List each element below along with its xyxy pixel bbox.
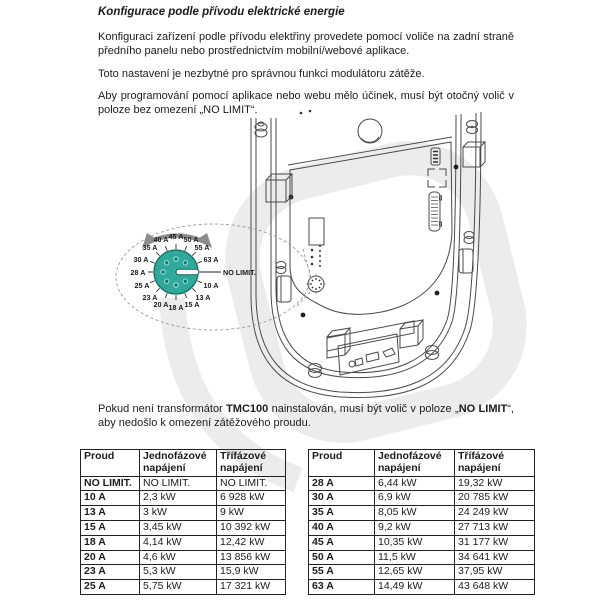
dial-label: 25 A xyxy=(134,281,150,290)
table-row xyxy=(309,506,535,521)
col-header-three-phase: Třífázové napájení xyxy=(217,450,286,477)
power-table-left xyxy=(80,449,286,595)
power-cell: 43 648 kW xyxy=(455,580,535,595)
paragraph-transformer xyxy=(98,403,514,431)
current-cell: 18 A xyxy=(81,535,140,550)
table-header-row xyxy=(309,450,535,477)
power-cell: 6,44 kW xyxy=(375,476,455,491)
table-row xyxy=(309,476,535,491)
power-cell: 20 785 kW xyxy=(455,491,535,506)
table-row xyxy=(309,520,535,535)
current-cell: 23 A xyxy=(81,565,140,580)
dial-label: 63 A xyxy=(203,255,219,264)
table-row xyxy=(309,550,535,565)
text-segment-bold: NO LIMIT xyxy=(458,403,508,415)
dial-label-no-limit: NO LIMIT. xyxy=(223,268,256,277)
power-cell: 34 641 kW xyxy=(455,550,535,565)
dial-label: 23 A xyxy=(142,293,158,302)
current-cell: 30 A xyxy=(309,491,375,506)
current-cell: NO LIMIT. xyxy=(81,476,140,491)
table-row xyxy=(81,565,286,580)
power-cell: 5,75 kW xyxy=(140,580,217,595)
power-cell: 11,5 kW xyxy=(375,550,455,565)
power-cell: 2,3 kW xyxy=(140,491,217,506)
power-cell: 9 kW xyxy=(217,506,286,521)
power-cell: NO LIMIT. xyxy=(217,476,286,491)
dial-label: 30 A xyxy=(133,255,149,264)
table-row xyxy=(81,550,286,565)
power-cell: 3,45 kW xyxy=(140,520,217,535)
current-cell: 20 A xyxy=(81,550,140,565)
table-row xyxy=(309,580,535,595)
power-cell: 17 321 kW xyxy=(217,580,286,595)
table-row xyxy=(81,580,286,595)
power-cell: 27 713 kW xyxy=(455,520,535,535)
table-row xyxy=(309,491,535,506)
text-segment: “, aby nedošlo k omezení zátěžového proudu. xyxy=(98,403,514,429)
dial-label: 55 A xyxy=(194,243,210,252)
dial-label: 13 A xyxy=(195,293,211,302)
power-cell: 15,9 kW xyxy=(217,565,286,580)
power-cell: 10,35 kW xyxy=(375,535,455,550)
table-row xyxy=(81,535,286,550)
table-row xyxy=(309,565,535,580)
power-cell: 24 249 kW xyxy=(455,506,535,521)
col-header-current: Proud xyxy=(309,450,375,477)
dial-label: 18 A xyxy=(168,303,184,312)
table-row xyxy=(309,535,535,550)
power-cell: 10 392 kW xyxy=(217,520,286,535)
dial-label: 45 A xyxy=(168,232,184,241)
dial-label: 50 A xyxy=(183,235,199,244)
page-title: Konfigurace podle přívodu elektrické energie xyxy=(98,6,345,18)
current-cell: 40 A xyxy=(309,520,375,535)
col-header-single-phase: Jednofázové napájení xyxy=(140,450,217,477)
power-cell: 4,6 kW xyxy=(140,550,217,565)
current-cell: 13 A xyxy=(81,506,140,521)
text-segment: nainstalován, musí být volič v poloze „ xyxy=(268,403,459,415)
current-cell: 63 A xyxy=(309,580,375,595)
table-row xyxy=(81,506,286,521)
current-cell: 25 A xyxy=(81,580,140,595)
current-cell: 55 A xyxy=(309,565,375,580)
power-cell: 8,05 kW xyxy=(375,506,455,521)
power-cell: 4,14 kW xyxy=(140,535,217,550)
col-header-single-phase: Jednofázové napájení xyxy=(375,450,455,477)
bottom-bracket xyxy=(327,320,423,375)
table-row xyxy=(81,520,286,535)
table-row xyxy=(81,476,286,491)
dial-label: 20 A xyxy=(153,300,169,309)
text-segment-bold: TMC100 xyxy=(226,403,269,415)
power-cell: 13 856 kW xyxy=(217,550,286,565)
col-header-three-phase: Třífázové napájení xyxy=(455,450,535,477)
current-cell: 28 A xyxy=(309,476,375,491)
dial-label: 15 A xyxy=(184,300,200,309)
current-cell: 50 A xyxy=(309,550,375,565)
power-cell: 19,32 kW xyxy=(455,476,535,491)
power-cell: NO LIMIT. xyxy=(140,476,217,491)
power-cell: 31 177 kW xyxy=(455,535,535,550)
power-cell: 12,65 kW xyxy=(375,565,455,580)
dial-label: 40 A xyxy=(153,235,169,244)
paragraph-config: Konfiguraci zařízení podle přívodu elektřiny provedete pomocí voliče na zadní straně předního panelu nebo prostřednictvím mobilní/webové aplikace. xyxy=(98,31,514,57)
power-cell: 3 kW xyxy=(140,506,217,521)
power-cell: 6,9 kW xyxy=(375,491,455,506)
dial-pointer xyxy=(176,269,199,275)
dial-label: 28 A xyxy=(130,268,146,277)
table-row xyxy=(81,491,286,506)
power-cell: 5,3 kW xyxy=(140,565,217,580)
vent-dots xyxy=(311,245,321,267)
table-header-row xyxy=(81,450,286,477)
dial-label: 10 A xyxy=(203,281,219,290)
power-cell: 12,42 kW xyxy=(217,535,286,550)
power-cell: 6 928 kW xyxy=(217,491,286,506)
cable-hole xyxy=(358,119,382,143)
current-cell: 35 A xyxy=(309,506,375,521)
current-cell: 15 A xyxy=(81,520,140,535)
power-cell: 37,95 kW xyxy=(455,565,535,580)
text-segment: Pokud není transformátor xyxy=(98,403,227,415)
current-cell: 45 A xyxy=(309,535,375,550)
rect-cutout xyxy=(309,218,324,245)
current-cell: 10 A xyxy=(81,491,140,506)
connector-pin-strip xyxy=(429,192,442,231)
power-cell: 9,2 kW xyxy=(375,520,455,535)
power-table-right xyxy=(308,449,535,595)
dial-label: 35 A xyxy=(142,243,158,252)
power-cell: 14,49 kW xyxy=(375,580,455,595)
paragraph-note: Toto nastavení je nezbytné pro správnou funkci modulátoru zátěže. xyxy=(98,68,425,80)
paragraph-no-limit: Aby programování pomocí aplikace nebo webu mělo účinek, musí být otočný volič v poloze bez omezení „NO LIMIT“. xyxy=(98,90,514,116)
col-header-current: Proud xyxy=(81,450,140,477)
